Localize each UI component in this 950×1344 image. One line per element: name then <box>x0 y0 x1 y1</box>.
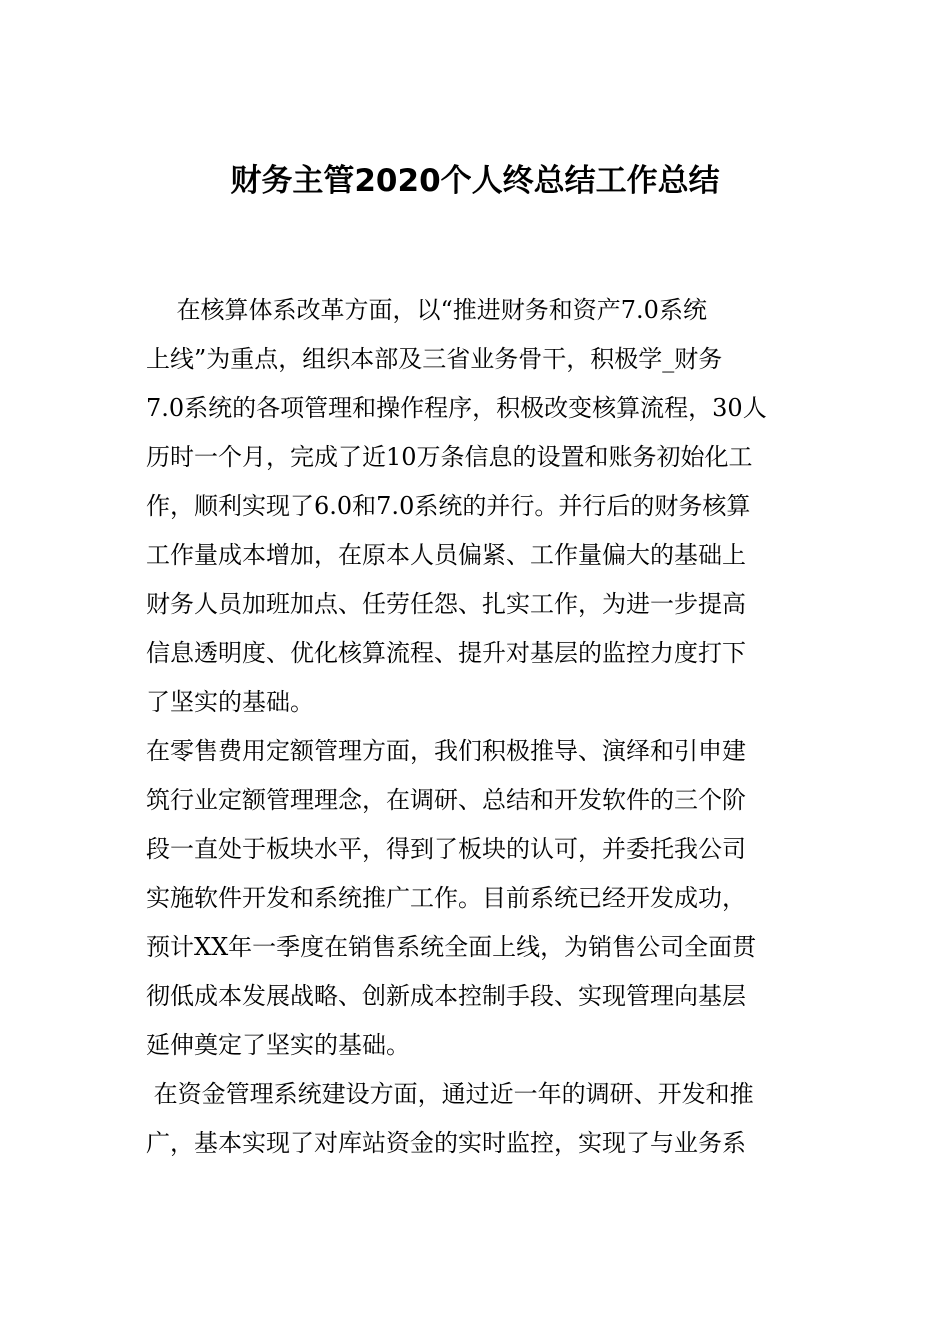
body-line: 延伸奠定了坚实的基础。 <box>146 1031 410 1059</box>
body-line: 信息透明度、优化核算流程、提升对基层的监控力度打下 <box>146 639 746 667</box>
body-line: 作，顺利实现了6.0和7.0系统的并行。并行后的财务核算 <box>146 492 751 520</box>
body-line: 财务人员加班加点、任劳任怨、扎实工作，为进一步提高 <box>146 590 746 618</box>
body-line: 在资金管理系统建设方面，通过近一年的调研、开发和推 <box>146 1080 754 1108</box>
body-line: 工作量成本增加，在原本人员偏紧、工作量偏大的基础上 <box>146 541 746 569</box>
body-line: 在零售费用定额管理方面，我们积极推导、演绎和引申建 <box>146 737 746 765</box>
body-line: 7.0系统的各项管理和操作程序，积极改变核算流程，30人 <box>146 394 767 422</box>
body-line: 上线”为重点，组织本部及三省业务骨干，积极学_财务 <box>146 345 723 373</box>
body-line: 了坚实的基础。 <box>146 688 314 716</box>
body-line: 广，基本实现了对库站资金的实时监控，实现了与业务系 <box>146 1129 746 1157</box>
body-line: 彻低成本发展战略、创新成本控制手段、实现管理向基层 <box>146 982 746 1010</box>
body-line: 预计XX年一季度在销售系统全面上线，为销售公司全面贯 <box>146 933 757 961</box>
document-title: 财务主管2020个人终总结工作总结 <box>230 163 720 199</box>
body-line: 筑行业定额管理理念，在调研、总结和开发软件的三个阶 <box>146 786 746 814</box>
body-line: 段一直处于板块水平，得到了板块的认可，并委托我公司 <box>146 835 746 863</box>
body-line: 历时一个月，完成了近10万条信息的设置和账务初始化工 <box>146 443 753 471</box>
body-line: 实施软件开发和系统推广工作。目前系统已经开发成功， <box>146 884 746 912</box>
body-line: 在核算体系改革方面，以“推进财务和资产7.0系统 <box>146 296 707 324</box>
document-body <box>146 286 806 1168</box>
